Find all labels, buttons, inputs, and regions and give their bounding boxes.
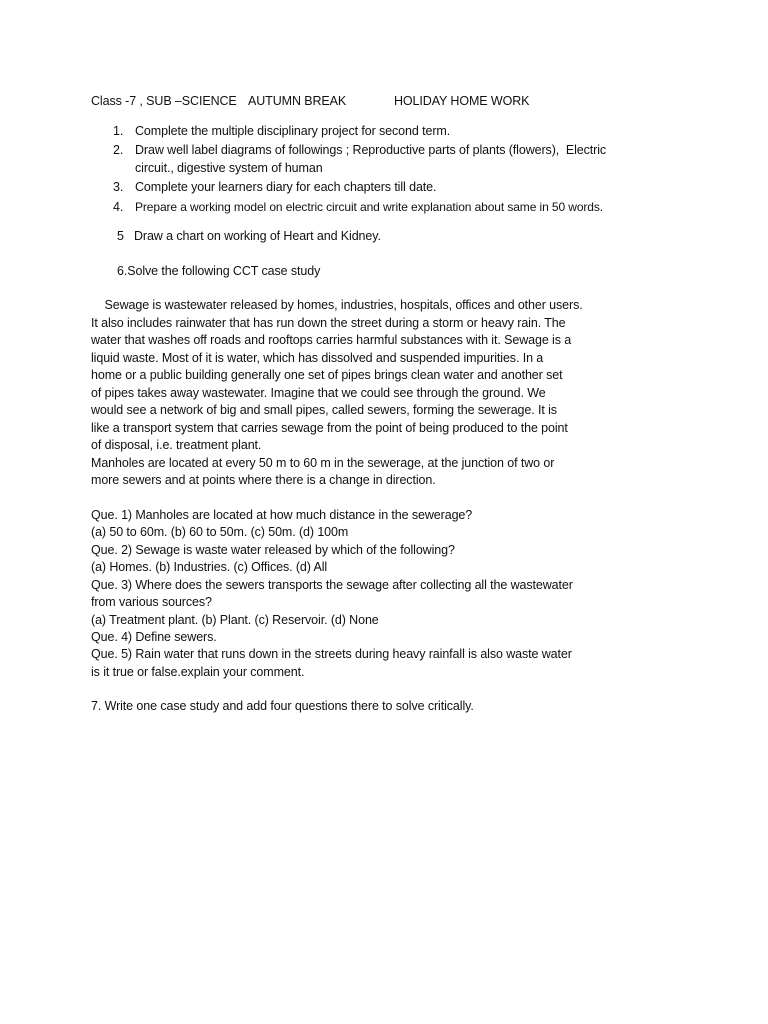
task-text-continued: circuit., digestive system of human xyxy=(135,161,323,175)
question-options: (a) Treatment plant. (b) Plant. (c) Reservoir. (d) None xyxy=(91,613,379,627)
passage-line: like a transport system that carries sewage from the point of being produced to the point xyxy=(91,421,568,435)
task-text: Complete the multiple disciplinary project for second term. xyxy=(135,124,451,138)
question-line: from various sources? xyxy=(91,595,212,609)
passage-line: liquid waste. Most of it is water, which has dissolved and suspended impurities. In a xyxy=(91,351,544,365)
passage-line: more sewers and at points where there is a change in direction. xyxy=(91,473,436,487)
task-text: Draw well label diagrams of followings ; Reproductive parts of plants (flowers), Electric xyxy=(135,143,607,157)
passage-line: of disposal, i.e. treatment plant. xyxy=(91,438,262,452)
question-line: Que. 5) Rain water that runs down in the streets during heavy rainfall is also waste water xyxy=(91,647,572,661)
header-class-subject: Class -7 , SUB –SCIENCE xyxy=(91,94,237,108)
question-options: (a) Homes. (b) Industries. (c) Offices. (d) All xyxy=(91,560,328,574)
task-item-6: 6.Solve the following CCT case study xyxy=(117,264,321,278)
header-title: HOLIDAY HOME WORK xyxy=(394,94,530,108)
task-number: 2. xyxy=(113,143,124,157)
question-line: Que. 3) Where does the sewers transports the sewage after collecting all the wastewater xyxy=(91,578,573,592)
passage-line: would see a network of big and small pipes, called sewers, forming the sewerage. It is xyxy=(91,403,557,417)
passage-line: water that washes off roads and rooftops carries harmful substances with it. Sewage is a xyxy=(91,333,572,347)
passage-line: home or a public building generally one set of pipes brings clean water and another set xyxy=(91,368,563,382)
task-number: 4. xyxy=(113,200,124,214)
document-header xyxy=(91,93,691,109)
task-item-5: 5 Draw a chart on working of Heart and Kidney. xyxy=(117,229,381,243)
header-break: AUTUMN BREAK xyxy=(248,94,347,108)
question-line: Que. 1) Manholes are located at how much distance in the sewerage? xyxy=(91,508,473,522)
task-text: Prepare a working model on electric circuit and write explanation about same in 50 words. xyxy=(135,200,604,214)
question-line: is it true or false.explain your comment. xyxy=(91,665,305,679)
passage-line: Sewage is wastewater released by homes, industries, hospitals, offices and other users. xyxy=(91,298,583,312)
passage-line: It also includes rainwater that has run down the street during a storm or heavy rain. The xyxy=(91,316,566,330)
task-text: Complete your learners diary for each chapters till date. xyxy=(135,180,437,194)
task-number: 3. xyxy=(113,180,124,194)
passage-line: Manholes are located at every 50 m to 60 m in the sewerage, at the junction of two or xyxy=(91,456,555,470)
question-options: (a) 50 to 60m. (b) 60 to 50m. (c) 50m. (d) 100m xyxy=(91,525,349,539)
task-number: 1. xyxy=(113,124,124,138)
passage-line: of pipes takes away wastewater. Imagine that we could see through the ground. We xyxy=(91,386,546,400)
question-line: Que. 4) Define sewers. xyxy=(91,630,217,644)
task-item-7: 7. Write one case study and add four questions there to solve critically. xyxy=(91,699,474,713)
question-line: Que. 2) Sewage is waste water released by which of the following? xyxy=(91,543,455,557)
